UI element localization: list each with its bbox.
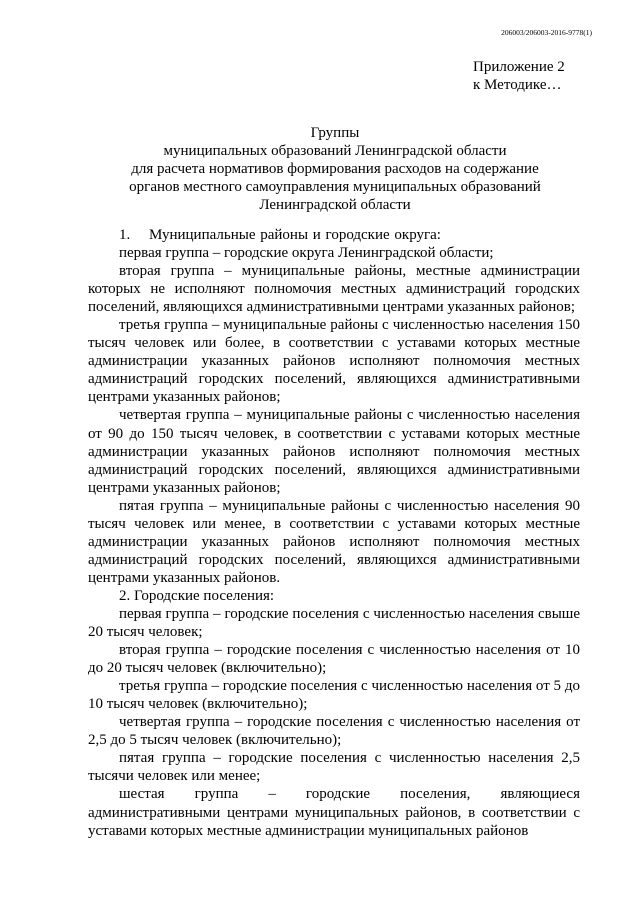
section-2-heading: 2. Городские поселения: bbox=[119, 587, 275, 604]
section-2-item: вторая группа – городские поселения с численностью населения от 10 до 20 тысяч человек (включительно); bbox=[88, 642, 580, 677]
section-2-item: третья группа – городские поселения с численностью населения от 5 до 10 тысяч человек (включительно); bbox=[88, 678, 580, 713]
section-2-item: шестая группа – городские поселения, являющиеся административными центрами муниципальных районов, в соответствии с уставами которых местные администрации муниципальных районов bbox=[88, 786, 580, 839]
appendix-line-2: к Методике… bbox=[473, 77, 562, 93]
document-title bbox=[90, 124, 580, 214]
section-1-item: вторая группа – муниципальные районы, местные администрации которых не исполняют полномочия местных администраций городских поселений, являющихся административными центрами указанных районов; bbox=[88, 263, 580, 316]
section-1-item: третья группа – муниципальные районы с численностью населения 150 тысяч человек или более, в соответствии с уставами которых местные администрации указанных районов исполняют полномочия местных администраций городских поселений, являющихся административными центрами указанных районов; bbox=[88, 317, 580, 406]
section-1-heading-text: Муниципальные районы и городские округа: bbox=[149, 227, 441, 243]
appendix-line-1: Приложение 2 bbox=[473, 59, 565, 75]
section-2-item: пятая группа – городские поселения с численностью населения 2,5 тысячи человек или менее; bbox=[88, 750, 580, 785]
section-1-item: первая группа – городские округа Ленинградской области; bbox=[119, 245, 494, 262]
title-line-3: для расчета нормативов формирования расходов на содержание bbox=[131, 161, 539, 177]
section-2-item: первая группа – городские поселения с численностью населения свыше 20 тысяч человек; bbox=[88, 605, 580, 641]
section-1-heading bbox=[88, 226, 580, 244]
title-line-1: Группы bbox=[310, 125, 360, 141]
section-2-item: четвертая группа – городские поселения с численностью населения от 2,5 до 5 тысяч человек (включительно); bbox=[88, 714, 580, 749]
document-body bbox=[88, 226, 580, 840]
section-1-item: пятая группа – муниципальные районы с численностью населения 90 тысяч человек или менее, в соответствии с уставами которых местные администрации указанных районов исполняют полномочия местных администраций городских поселений, являющихся административными центрами указанных районов. bbox=[88, 497, 580, 586]
document-code: 206003/206003-2016-9778(1) bbox=[501, 28, 592, 37]
section-1-item: четвертая группа – муниципальные районы с численностью населения от 90 до 150 тысяч человек, в соответствии с уставами которых местные администрации указанных районов исполняют полномочия местных администраций городских поселений, являющихся административными центрами указанных районов; bbox=[88, 407, 580, 496]
section-1-number: 1. bbox=[119, 227, 131, 243]
title-line-5: Ленинградской области bbox=[259, 197, 411, 213]
title-line-2: муниципальных образований Ленинградской области bbox=[163, 143, 507, 159]
title-line-4: органов местного самоуправления муниципальных образований bbox=[129, 179, 541, 195]
appendix-reference bbox=[473, 58, 565, 94]
